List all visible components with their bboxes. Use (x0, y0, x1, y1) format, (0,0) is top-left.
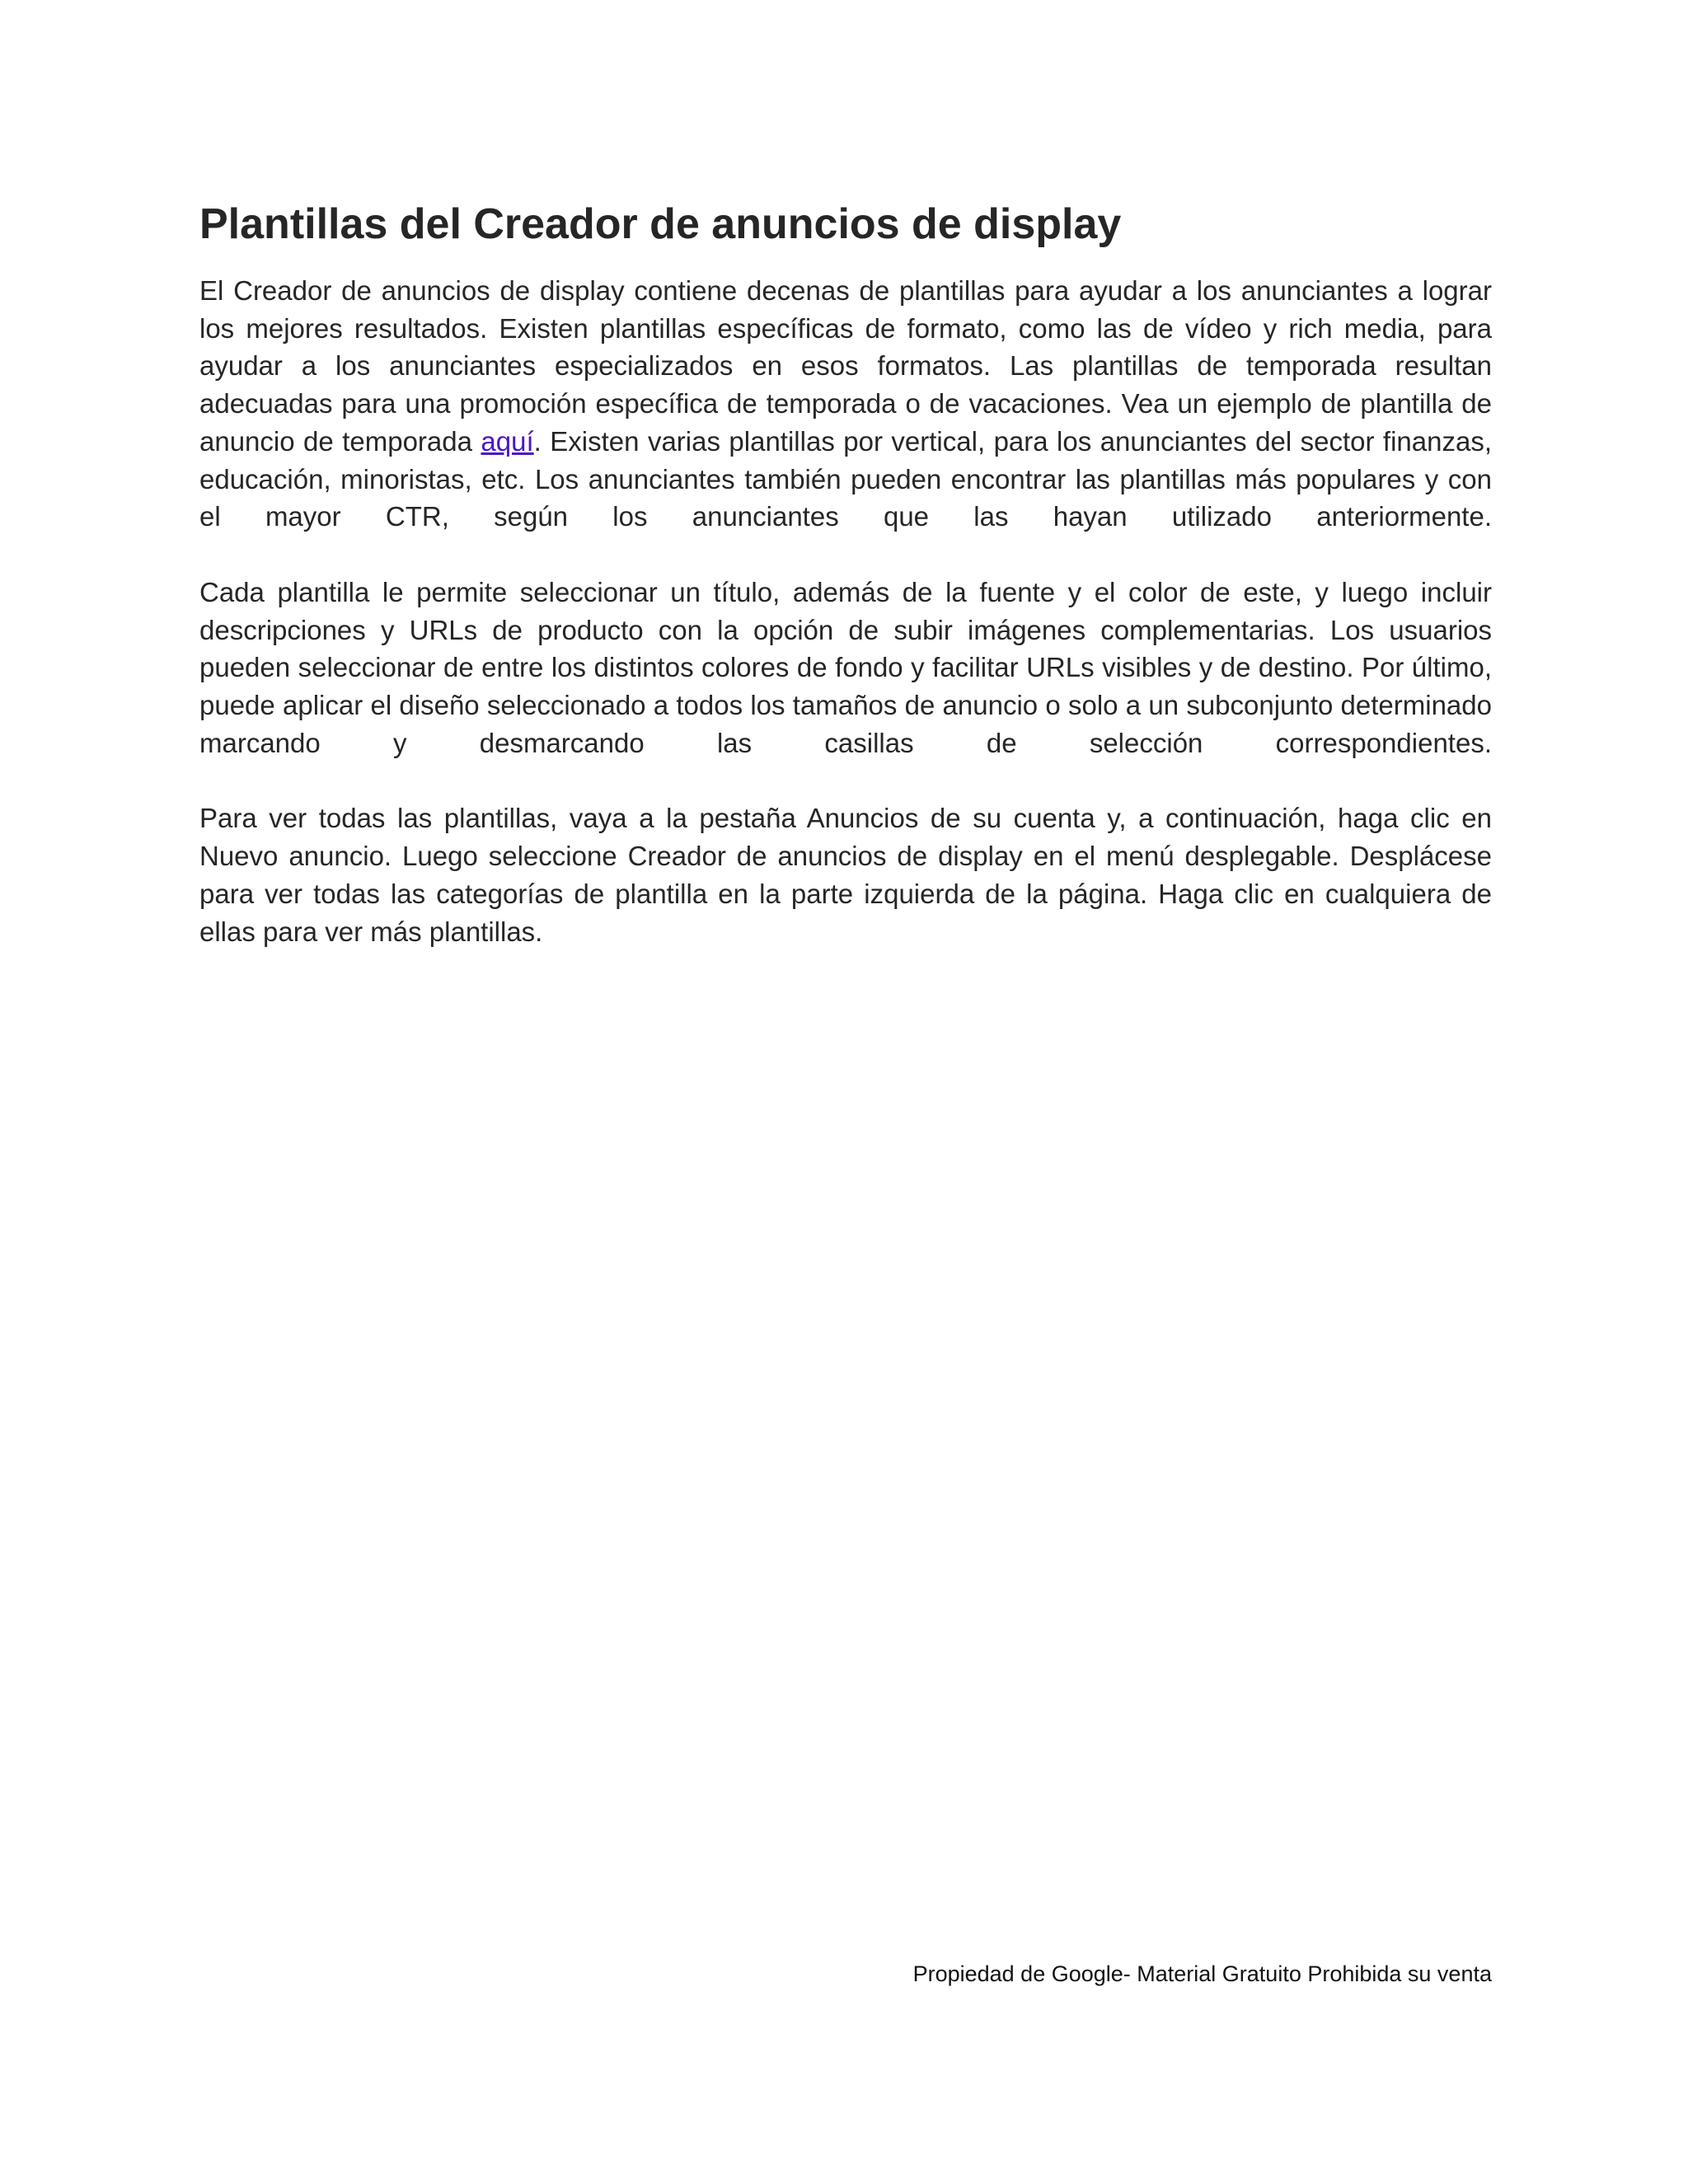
paragraph-templates-overview (199, 272, 1492, 536)
seasonal-template-example-link[interactable]: aquí (481, 425, 534, 457)
paragraph-template-options: Cada plantilla le permite seleccionar un título, además de la fuente y el color de este, y luego incluir descripciones y URLs de producto con la opción de subir imágenes complementarias. Los usuarios pueden seleccionar de entre los distintos colores de fondo y facilitar URLs visibles y de destino. Por último, puede aplicar el diseño seleccionado a todos los tamaños de anuncio o solo a un subconjunto determinado marcando y desmarcando las casillas de selección correspondientes. (199, 576, 1492, 758)
paragraph-1-text-after-link: . Existen varias plantillas por vertical, para los anunciantes del sector finanzas, educación, minoristas, etc. Los anunciantes también pueden encontrar las plantillas más populares y con el mayor CTR, según los anunciantes que las hayan utilizado anteriormente. (199, 425, 1492, 532)
page-title: Plantillas del Creador de anuncios de display (199, 200, 1122, 248)
footer-copyright-notice: Propiedad de Google- Material Gratuito Prohibida su venta (912, 1961, 1492, 1986)
paragraph-how-to-view-templates: Para ver todas las plantillas, vaya a la pestaña Anuncios de su cuenta y, a continuación, haga clic en Nuevo anuncio. Luego seleccione Creador de anuncios de display en el menú desplegable. Desplácese para ver todas las categorías de plantilla en la parte izquierda de la página. Haga clic en cualquiera de ellas para ver más plantillas. (199, 803, 1492, 947)
paragraph-1-text-before-link: El Creador de anuncios de display contiene decenas de plantillas para ayudar a los anunciantes a lograr los mejores resultados. Existen plantillas específicas de formato, como las de vídeo y rich media, para ayudar a los anunciantes especializados en esos formatos. Las plantillas de temporada resultan adecuadas para una promoción específica de temporada o de vacaciones. Vea un ejemplo de plantilla de anuncio de temporada (199, 275, 1492, 457)
document-page (199, 198, 1492, 988)
